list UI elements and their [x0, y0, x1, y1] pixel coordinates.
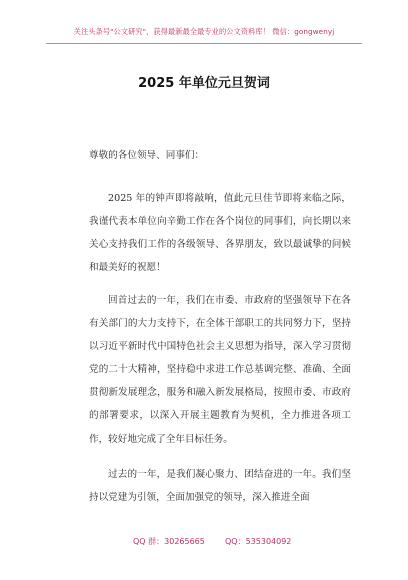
- header-promo-note: 关注头条号"公文研究"，获得最新最全最专业的公文资料库！ 微信：gongwenyj: [73, 27, 335, 36]
- footer-qq-group: QQ 群：30265665: [133, 537, 205, 546]
- header-divider: [46, 43, 362, 44]
- footer-qq-number: QQ：535304092: [225, 537, 292, 546]
- salutation: 尊敬的各位领导、同事们：: [89, 150, 205, 161]
- paragraph-3: 过去的一年，是我们凝心聚力、团结奋进的一年。我们坚持以党建为引领，全面加强党的领导，深入推进全面: [89, 469, 351, 504]
- paragraph-2: 回首过去的一年，我们在市委、市政府的坚强领导下在各有关部门的大力支持下，在全体干部职工的共同努力下，坚持以习近平新时代中国特色社会主义思想为指导，深入学习贯彻党的二十大精神，坚持稳中求进工作总基调完整、准确、全面贯彻新发展理念，服务和融入新发展格局，按照市委、市政府的部署要求，以深入开展主题教育为契机，全力推进各项工作，较好地完成了全年目标任务。: [89, 295, 351, 445]
- document-title: 2025 年单位元旦贺词: [138, 76, 270, 91]
- paragraph-1: 2025 年的钟声即将敲响，值此元旦佳节即将来临之际，我谨代表本单位向辛勤工作在各个岗位的同事们，向长期以来关心支持我们工作的各级领导、各界朋友，致以最诚挚的问候和最美好的祝愿！: [89, 193, 351, 274]
